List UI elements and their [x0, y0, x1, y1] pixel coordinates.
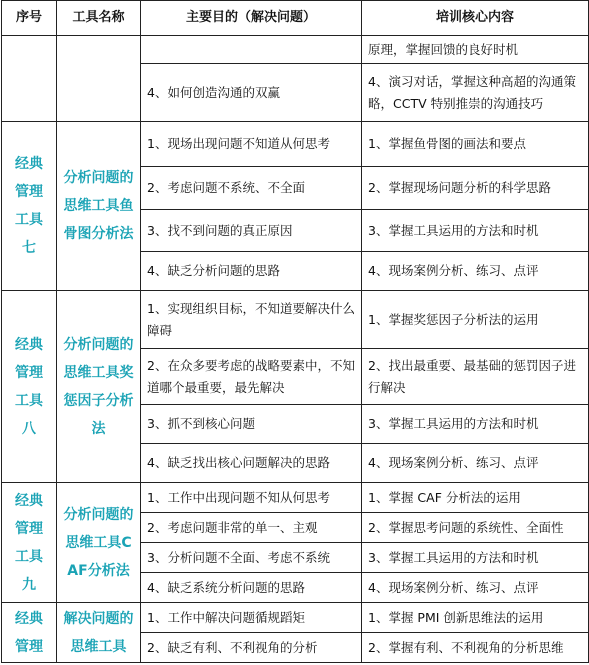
content-cell: 3、掌握工具运用的方法和时机 [362, 405, 589, 444]
tool-name-cell: 分析问题的思维工具CAF分析法 [57, 483, 141, 603]
content-cell: 2、掌握有利、不利视角的分析思维 [362, 633, 589, 663]
header-seq: 序号 [2, 1, 57, 36]
header-row [2, 1, 589, 36]
tool-name-cell: 解决问题的思维工具 [57, 603, 141, 663]
table-row [2, 291, 589, 349]
content-cell: 2、掌握思考问题的系统性、全面性 [362, 513, 589, 543]
purpose-cell: 1、工作中解决问题循规蹈矩 [141, 603, 362, 633]
header-tool: 工具名称 [57, 1, 141, 36]
header-content: 培训核心内容 [362, 1, 589, 36]
purpose-cell: 4、如何创造沟通的双赢 [141, 64, 362, 122]
header-purpose: 主要目的（解决问题） [141, 1, 362, 36]
purpose-cell: 2、在众多要考虑的战略要素中，不知道哪个最重要，最先解决 [141, 349, 362, 405]
tool-name-cell: 分析问题的思维工具鱼骨图分析法 [57, 122, 141, 291]
table-row [2, 483, 589, 513]
content-cell: 3、掌握工具运用的方法和时机 [362, 210, 589, 252]
purpose-cell: 4、缺乏找出核心问题解决的思路 [141, 444, 362, 483]
purpose-cell: 3、抓不到核心问题 [141, 405, 362, 444]
content-cell: 1、掌握 PMI 创新思维法的运用 [362, 603, 589, 633]
purpose-cell: 4、缺乏系统分析问题的思路 [141, 573, 362, 603]
purpose-cell: 3、找不到问题的真正原因 [141, 210, 362, 252]
content-cell: 1、掌握鱼骨图的画法和要点 [362, 122, 589, 167]
content-cell: 1、掌握 CAF 分析法的运用 [362, 483, 589, 513]
tool-cell [57, 36, 141, 122]
purpose-cell: 1、实现组织目标，不知道要解决什么障碍 [141, 291, 362, 349]
table-row [2, 122, 589, 167]
seq-cell: 经典管理 [2, 603, 57, 663]
content-cell: 4、演习对话，掌握这种高超的沟通策略，CCTV 特别推崇的沟通技巧 [362, 64, 589, 122]
table-row [2, 36, 589, 64]
content-cell: 4、现场案例分析、练习、点评 [362, 444, 589, 483]
content-cell: 原理，掌握回馈的良好时机 [362, 36, 589, 64]
seq-cell: 经典管理工具九 [2, 483, 57, 603]
seq-cell [2, 36, 57, 122]
purpose-cell: 2、缺乏有利、不利视角的分析 [141, 633, 362, 663]
purpose-cell: 3、分析问题不全面、考虑不系统 [141, 543, 362, 573]
table-row [2, 603, 589, 633]
seq-cell: 经典管理工具七 [2, 122, 57, 291]
content-cell: 2、找出最重要、最基础的惩罚因子进行解决 [362, 349, 589, 405]
content-cell: 2、掌握现场问题分析的科学思路 [362, 167, 589, 210]
purpose-cell: 2、考虑问题不系统、不全面 [141, 167, 362, 210]
training-table [1, 0, 589, 663]
content-cell: 4、现场案例分析、练习、点评 [362, 573, 589, 603]
tool-name-cell: 分析问题的思维工具奖惩因子分析法 [57, 291, 141, 483]
purpose-cell: 4、缺乏分析问题的思路 [141, 252, 362, 291]
content-cell: 1、掌握奖惩因子分析法的运用 [362, 291, 589, 349]
purpose-cell: 1、工作中出现问题不知从何思考 [141, 483, 362, 513]
content-cell: 3、掌握工具运用的方法和时机 [362, 543, 589, 573]
purpose-cell [141, 36, 362, 64]
content-cell: 4、现场案例分析、练习、点评 [362, 252, 589, 291]
purpose-cell: 1、现场出现问题不知道从何思考 [141, 122, 362, 167]
purpose-cell: 2、考虑问题非常的单一、主观 [141, 513, 362, 543]
seq-cell: 经典管理工具八 [2, 291, 57, 483]
